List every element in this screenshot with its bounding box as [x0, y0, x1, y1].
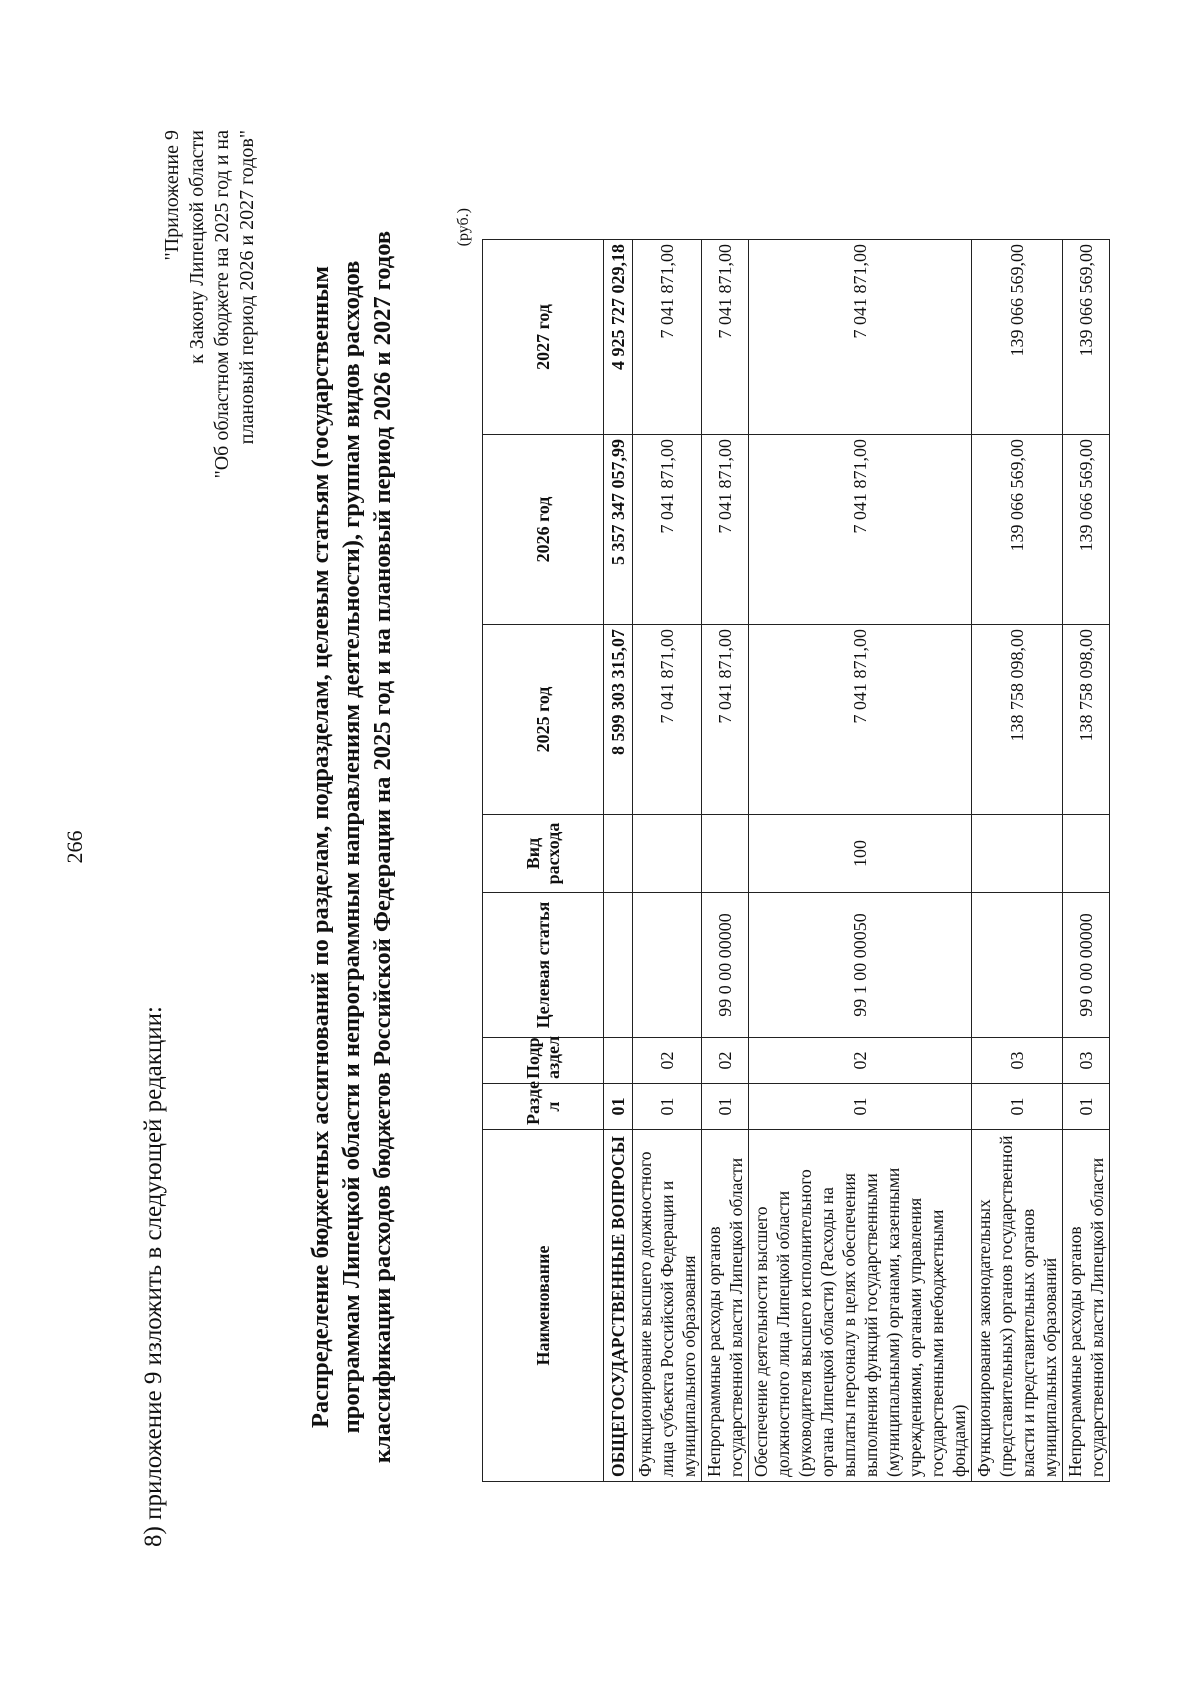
- header-target-article: Целевая статья: [483, 893, 604, 1038]
- cell-expense-type: 100: [749, 815, 972, 893]
- cell-2025: 7 041 871,00: [633, 625, 702, 815]
- header-name: Наименование: [483, 1130, 604, 1482]
- cell-subsection: [604, 1038, 633, 1084]
- cell-section: 01: [633, 1084, 702, 1130]
- cell-target: [972, 893, 1063, 1038]
- budget-table: [482, 239, 1110, 1482]
- cell-name: Обеспечение деятельности высшего должностного лица Липецкой области (руководителя высшего исполнительного органа Липецкой области) (Расходы на выплаты персоналу в целях обеспечения выполнения функций государственными (муниципальными) органами, казенными учреждениями, органами управления государственными внебюджетными фондами): [749, 1130, 972, 1482]
- currency-unit: (руб.): [455, 208, 472, 247]
- header-2025: 2025 год: [483, 625, 604, 815]
- cell-name: Непрограммные расходы органов государственной власти Липецкой области: [1063, 1130, 1110, 1482]
- cell-target: 99 0 00 00000: [1063, 893, 1110, 1038]
- cell-subsection: 02: [633, 1038, 702, 1084]
- table-row: [1063, 240, 1110, 1482]
- cell-2025: 7 041 871,00: [702, 625, 749, 815]
- cell-section: 01: [702, 1084, 749, 1130]
- table-row: [604, 240, 633, 1482]
- cell-name: Функционирование высшего должностного лица субъекта Российской Федерации и муниципального образования: [633, 1130, 702, 1482]
- appendix-line: плановый период 2026 и 2027 годов": [236, 130, 258, 445]
- title-line: Распределение бюджетных ассигнований по разделам, подразделам, целевым статьям (государственным: [307, 265, 334, 1429]
- cell-2026: 5 357 347 057,99: [604, 435, 633, 625]
- title-line: программам Липецкой области и непрограммным направлениям деятельности), группам видов расходов: [338, 260, 365, 1434]
- appendix-line: "Об областном бюджете на 2025 год и на: [211, 130, 233, 479]
- cell-expense-type: [702, 815, 749, 893]
- page-number: 266: [62, 830, 87, 864]
- document-title: [305, 157, 398, 1537]
- cell-2025: 7 041 871,00: [749, 625, 972, 815]
- cell-2026: 139 066 569,00: [972, 435, 1063, 625]
- cell-expense-type: [604, 815, 633, 893]
- table-row: [702, 240, 749, 1482]
- table-header-row: [483, 240, 604, 1482]
- cell-section: 01: [749, 1084, 972, 1130]
- appendix-line: к Закону Липецкой области: [186, 130, 208, 364]
- cell-2026: 7 041 871,00: [749, 435, 972, 625]
- cell-subsection: 02: [749, 1038, 972, 1084]
- cell-name: Функционирование законодательных (представительных) органов государственной власти и представительных органов муниципальных образований: [972, 1130, 1063, 1482]
- appendix-reference: [160, 130, 260, 650]
- cell-section: 01: [604, 1084, 633, 1130]
- cell-subsection: 02: [702, 1038, 749, 1084]
- header-2026: 2026 год: [483, 435, 604, 625]
- table-row: [749, 240, 972, 1482]
- cell-2027: 139 066 569,00: [1063, 240, 1110, 435]
- cell-2026: 7 041 871,00: [633, 435, 702, 625]
- cell-section: 01: [972, 1084, 1063, 1130]
- cell-2026: 7 041 871,00: [702, 435, 749, 625]
- cell-2027: 139 066 569,00: [972, 240, 1063, 435]
- cell-target: 99 0 00 00000: [702, 893, 749, 1038]
- cell-expense-type: [1063, 815, 1110, 893]
- title-line: классификации расходов бюджетов Российской Федерации на 2025 год и на плановый период 2026 и 2027 годов: [369, 230, 396, 1464]
- header-section: Разде л: [483, 1084, 604, 1130]
- header-expense-type: Вид расхода: [483, 815, 604, 893]
- table-row: [972, 240, 1063, 1482]
- cell-name: Непрограммные расходы органов государственной власти Липецкой области: [702, 1130, 749, 1482]
- cell-name: ОБЩЕГОСУДАРСТВЕННЫЕ ВОПРОСЫ: [604, 1130, 633, 1482]
- cell-expense-type: [972, 815, 1063, 893]
- header-2027: 2027 год: [483, 240, 604, 435]
- cell-target: [633, 893, 702, 1038]
- header-subsection: Подр аздел: [483, 1038, 604, 1084]
- cell-2027: 4 925 727 029,18: [604, 240, 633, 435]
- cell-2025: 138 758 098,00: [972, 625, 1063, 815]
- cell-target: [604, 893, 633, 1038]
- cell-2025: 8 599 303 315,07: [604, 625, 633, 815]
- cell-subsection: 03: [972, 1038, 1063, 1084]
- table-row: [633, 240, 702, 1482]
- cell-section: 01: [1063, 1084, 1110, 1130]
- cell-2026: 139 066 569,00: [1063, 435, 1110, 625]
- cell-2025: 138 758 098,00: [1063, 625, 1110, 815]
- cell-target: 99 1 00 00050: [749, 893, 972, 1038]
- cell-2027: 7 041 871,00: [633, 240, 702, 435]
- cell-subsection: 03: [1063, 1038, 1110, 1084]
- cell-2027: 7 041 871,00: [749, 240, 972, 435]
- cell-2027: 7 041 871,00: [702, 240, 749, 435]
- appendix-line: "Приложение 9: [161, 130, 183, 261]
- intro-text: 8) приложение 9 изложить в следующей редакции:: [140, 1006, 167, 1547]
- cell-expense-type: [633, 815, 702, 893]
